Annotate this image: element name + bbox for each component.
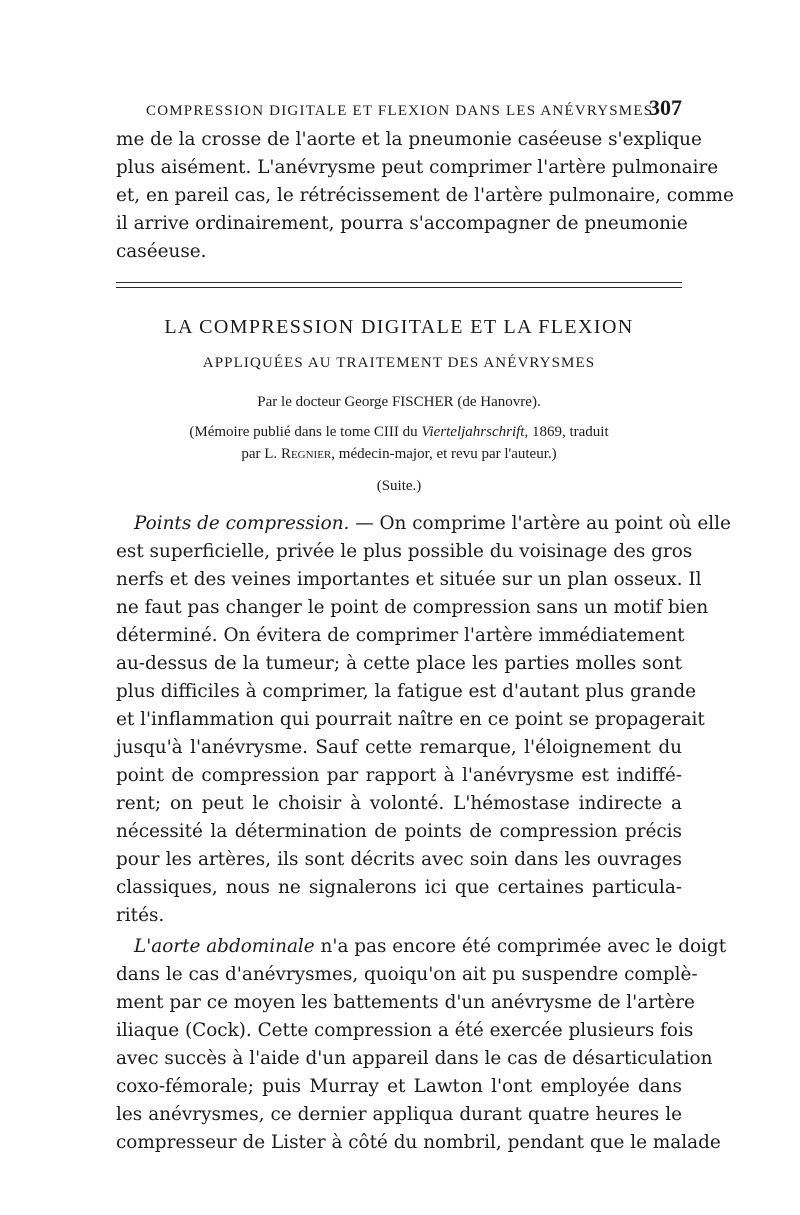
body-line: jusqu'à l'anévrysme. Sauf cette remarque, l'éloignement du <box>116 737 682 758</box>
section-first-line <box>116 511 731 537</box>
memoir-prefix: (Mémoire publié dans le tome CIII du <box>189 424 418 440</box>
intro-line: caséeuse. <box>116 241 207 262</box>
body-line: coxo-fémorale; puis Murray et Lawton l'ont employée dans <box>116 1076 682 1097</box>
separator-rule <box>116 282 682 283</box>
section-heading: L'aorte abdominale <box>134 936 315 957</box>
body-line: rent; on peut le choisir à volonté. L'hémostase indirecte a <box>116 793 682 814</box>
body-line: classiques, nous ne signalerons ici que certaines particula- <box>116 877 682 898</box>
body-line: pour les artères, ils sont décrits avec soin dans les ouvrages <box>116 849 682 870</box>
translator-name: Regnier <box>280 446 332 462</box>
body-line: au-dessus de la tumeur; à cette place les parties molles sont <box>116 653 682 674</box>
translator-suffix: , médecin-major, et revu par l'auteur.) <box>331 446 557 462</box>
continuation-note: (Suite.) <box>376 478 422 494</box>
separator-rule <box>116 287 682 288</box>
body-line: compresseur de Lister à côté du nombril, pendant que le malade <box>116 1132 721 1153</box>
body-line: nécessité la détermination de points de compression précis <box>116 821 682 842</box>
first-line-text: n'a pas encore été comprimée avec le doigt <box>314 936 727 957</box>
body-line: et l'inflammation qui pourrait naître en ce point se propagerait <box>116 709 705 730</box>
body-line: les anévrysmes, ce dernier appliqua durant quatre heures le <box>116 1104 682 1125</box>
running-title: COMPRESSION DIGITALE ET FLEXION DANS LES ANÉVRYSMES. <box>146 103 659 119</box>
translator-prefix: par L. <box>241 446 278 462</box>
body-line: iliaque (Cock). Cette compression a été exercée plusieurs fois <box>116 1020 694 1041</box>
translator-note <box>116 446 682 463</box>
intro-line: et, en pareil cas, le rétrécissement de l'artère pulmonaire, comme <box>116 185 734 206</box>
intro-line: plus aisément. L'anévrysme peut comprimer l'artère pulmonaire <box>116 157 719 178</box>
memoir-suffix: , 1869, traduit <box>524 424 609 440</box>
memoir-note <box>116 424 682 441</box>
journal-name: Vierteljahrschrift <box>421 424 525 440</box>
body-line: rités. <box>116 905 165 926</box>
body-line: ment par ce moyen les battements d'un anévrysme de l'artère <box>116 992 695 1013</box>
section-heading: Points de compression. <box>134 513 350 534</box>
intro-line: me de la crosse de l'aorte et la pneumonie caséeuse s'explique <box>116 129 702 150</box>
body-line: dans le cas d'anévrysmes, quoiqu'on ait pu suspendre complè- <box>116 964 698 985</box>
body-line: plus difficiles à comprimer, la fatigue est d'autant plus grande <box>116 681 696 702</box>
article-subtitle: APPLIQUÉES AU TRAITEMENT DES ANÉVRYSMES <box>202 355 596 371</box>
body-line: est superficielle, privée le plus possible du voisinage des gros <box>116 541 693 562</box>
intro-line: il arrive ordinairement, pourra s'accompagner de pneumonie <box>116 213 688 234</box>
body-line: nerfs et des veines importantes et située sur un plan osseux. Il <box>116 569 702 590</box>
body-line: ne faut pas changer le point de compression sans un motif bien <box>116 597 709 618</box>
first-line-text: — On comprime l'artère au point où elle <box>349 513 731 534</box>
body-line: point de compression par rapport à l'anévrysme est indiffé- <box>116 765 682 786</box>
running-header <box>146 97 682 123</box>
body-line: déterminé. On évitera de comprimer l'artère immédiatement <box>116 625 685 646</box>
page-number: 307 <box>649 95 682 120</box>
article-byline: Par le docteur George FISCHER (de Hanovre). <box>257 394 541 410</box>
article-title: LA COMPRESSION DIGITALE ET LA FLEXION <box>164 316 634 338</box>
body-line: avec succès à l'aide d'un appareil dans le cas de désarticulation <box>116 1048 713 1069</box>
section-first-line <box>116 934 727 960</box>
